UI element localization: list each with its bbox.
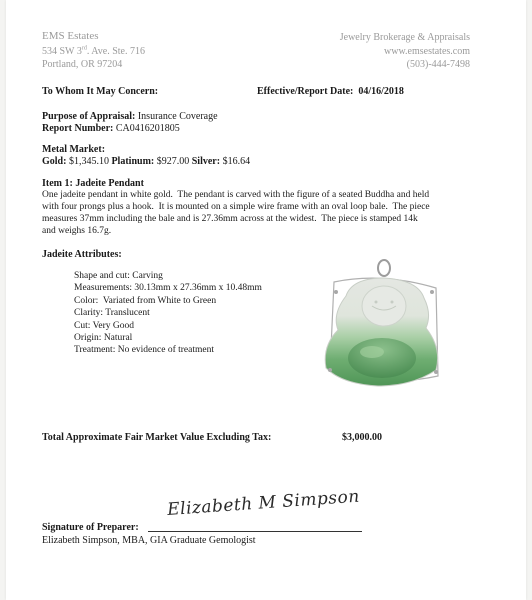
attribute-line: Clarity: Translucent <box>74 308 150 319</box>
signature-image: Elizabeth M Simpson <box>166 486 361 520</box>
company-name: EMS Estates <box>42 30 99 42</box>
metal-market-heading: Metal Market: <box>42 144 106 155</box>
signature-label: Signature of Preparer: <box>42 522 139 533</box>
report-number: Report Number: CA0416201805 <box>42 123 180 134</box>
appraisal-document <box>6 0 526 600</box>
attributes-heading: Jadeite Attributes: <box>42 249 122 260</box>
signature-line <box>148 531 362 532</box>
company-city: Portland, OR 97204 <box>42 59 123 70</box>
purpose-of-appraisal: Purpose of Appraisal: Insurance Coverage <box>42 111 218 122</box>
attribute-line: Shape and cut: Carving <box>74 271 163 281</box>
attribute-line: Color: Variated from White to Green <box>74 295 217 306</box>
attribute-line: Origin: Natural <box>74 333 133 344</box>
company-website: www.emsestates.com <box>384 46 470 57</box>
metal-prices: Gold: $1,345.10 Platinum: $927.00 Silver: $16.64 <box>42 156 251 167</box>
salutation: To Whom It May Concern: <box>42 86 159 97</box>
attributes-list <box>74 270 262 357</box>
item-description-line: measures 37mm including the bale and is 27.36mm across at the widest. The piece is stamped 14k <box>42 214 418 224</box>
item-description-line: with four prongs plus a hook. It is mounted on a simple wire frame with an oval loop bale. The piece <box>42 202 430 212</box>
attribute-line: Cut: Very Good <box>74 320 134 331</box>
valuation-label: Total Approximate Fair Market Value Excluding Tax: <box>42 432 272 443</box>
item-description <box>42 189 512 237</box>
item-description-line: One jadeite pendant in white gold. The pendant is carved with the figure of a seated Buddha and held <box>42 190 430 200</box>
attribute-line: Measurements: 30.13mm x 27.36mm x 10.48mm <box>74 283 262 294</box>
company-address: 534 SW 3rd. Ave. Ste. 716 <box>42 45 145 57</box>
attribute-line: Treatment: No evidence of treatment <box>74 345 214 356</box>
company-tagline: Jewelry Brokerage & Appraisals <box>339 32 470 43</box>
effective-date: Effective/Report Date: 04/16/2018 <box>257 86 404 97</box>
item-heading: Item 1: Jadeite Pendant <box>42 178 144 189</box>
valuation-value: $3,000.00 <box>342 432 382 443</box>
item-description-line: and weighs 16.7g. <box>42 226 112 236</box>
jade-pendant-image <box>312 258 452 408</box>
preparer-credentials: Elizabeth Simpson, MBA, GIA Graduate Gemologist <box>42 535 256 546</box>
company-phone: (503)-444-7498 <box>406 59 470 70</box>
